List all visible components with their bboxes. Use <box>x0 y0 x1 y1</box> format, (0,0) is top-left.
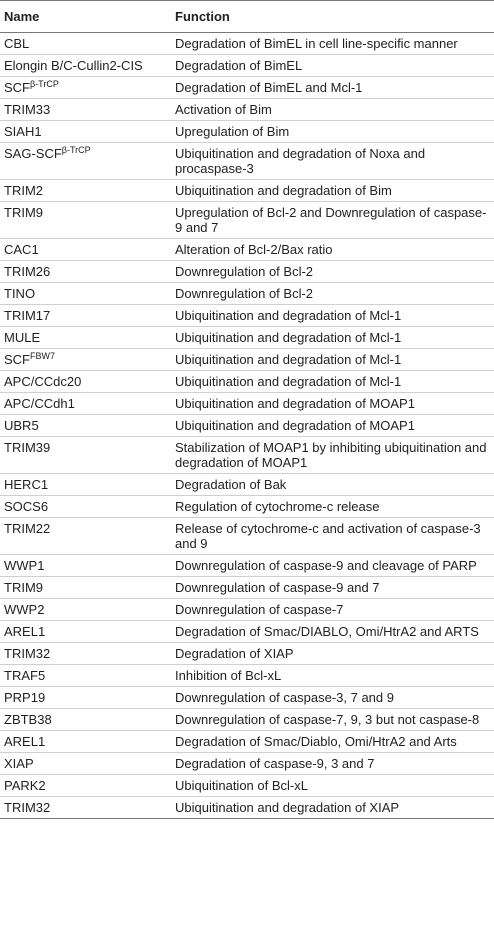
cell-name <box>0 180 173 202</box>
ligase-name: SIAH1 <box>4 124 42 139</box>
table-row <box>0 305 494 327</box>
table-row <box>0 202 494 239</box>
cell-name <box>0 474 173 496</box>
ligase-name: TRIM32 <box>4 646 51 661</box>
table-row <box>0 99 494 121</box>
cell-name <box>0 415 173 437</box>
cell-name <box>0 599 173 621</box>
table-row <box>0 33 494 55</box>
cell-function: Degradation of Bak <box>173 474 494 496</box>
table-row <box>0 665 494 687</box>
ligase-name: TRIM39 <box>4 440 51 455</box>
column-header-function: Function <box>173 1 494 33</box>
cell-name <box>0 518 173 555</box>
cell-name <box>0 555 173 577</box>
cell-name <box>0 665 173 687</box>
cell-function: Degradation of BimEL and Mcl-1 <box>173 77 494 99</box>
ligase-name: WWP1 <box>4 558 45 573</box>
cell-function: Ubiquitination and degradation of Mcl-1 <box>173 305 494 327</box>
table-row <box>0 349 494 371</box>
table-row <box>0 283 494 305</box>
ligase-name: AREL1 <box>4 624 46 639</box>
cell-name <box>0 327 173 349</box>
table-row <box>0 599 494 621</box>
ligase-name: HERC1 <box>4 477 49 492</box>
cell-function: Degradation of BimEL in cell line-specific manner <box>173 33 494 55</box>
table-row <box>0 77 494 99</box>
ligase-name: TRIM33 <box>4 102 51 117</box>
ligase-name: PARK2 <box>4 778 46 793</box>
cell-function: Inhibition of Bcl-xL <box>173 665 494 687</box>
table-row <box>0 621 494 643</box>
ligase-name: TRIM32 <box>4 800 51 815</box>
cell-name <box>0 55 173 77</box>
cell-name <box>0 731 173 753</box>
cell-function: Release of cytochrome-c and activation of caspase-3 and 9 <box>173 518 494 555</box>
cell-name <box>0 305 173 327</box>
table-row <box>0 753 494 775</box>
ligase-name: XIAP <box>4 756 34 771</box>
table-row <box>0 474 494 496</box>
table-row <box>0 437 494 474</box>
cell-name <box>0 496 173 518</box>
ligase-name: AREL1 <box>4 734 46 749</box>
cell-function: Downregulation of caspase-9 and cleavage of PARP <box>173 555 494 577</box>
ligase-name: TINO <box>4 286 36 301</box>
table-row <box>0 371 494 393</box>
cell-function: Degradation of Smac/DIABLO, Omi/HtrA2 and ARTS <box>173 621 494 643</box>
ligase-name: MULE <box>4 330 41 345</box>
table-row <box>0 143 494 180</box>
cell-name <box>0 775 173 797</box>
column-header-name: Name <box>0 1 173 33</box>
cell-name <box>0 77 173 99</box>
ligase-name-superscript: FBW7 <box>30 351 56 361</box>
ligase-name: TRAF5 <box>4 668 46 683</box>
cell-function: Activation of Bim <box>173 99 494 121</box>
table-row <box>0 643 494 665</box>
cell-name <box>0 349 173 371</box>
table-row <box>0 775 494 797</box>
table-row <box>0 518 494 555</box>
table-header-row <box>0 1 494 33</box>
cell-function: Ubiquitination of Bcl-xL <box>173 775 494 797</box>
cell-function: Alteration of Bcl-2/Bax ratio <box>173 239 494 261</box>
ligase-name: UBR5 <box>4 418 39 433</box>
cell-function: Downregulation of Bcl-2 <box>173 283 494 305</box>
cell-name <box>0 202 173 239</box>
cell-function: Downregulation of caspase-3, 7 and 9 <box>173 687 494 709</box>
table-row <box>0 555 494 577</box>
cell-name <box>0 577 173 599</box>
ligase-name: TRIM2 <box>4 183 43 198</box>
cell-name <box>0 621 173 643</box>
cell-name <box>0 239 173 261</box>
cell-function: Downregulation of caspase-7 <box>173 599 494 621</box>
table-row <box>0 180 494 202</box>
cell-function: Ubiquitination and degradation of Bim <box>173 180 494 202</box>
cell-name <box>0 143 173 180</box>
ligase-name-superscript: β-TrCP <box>30 79 59 89</box>
cell-name <box>0 99 173 121</box>
cell-function: Ubiquitination and degradation of MOAP1 <box>173 393 494 415</box>
cell-function: Upregulation of Bim <box>173 121 494 143</box>
ligase-name: TRIM26 <box>4 264 51 279</box>
cell-function: Stabilization of MOAP1 by inhibiting ubiquitination and degradation of MOAP1 <box>173 437 494 474</box>
table-row <box>0 415 494 437</box>
table-row <box>0 239 494 261</box>
cell-name <box>0 797 173 819</box>
cell-function: Upregulation of Bcl-2 and Downregulation of caspase-9 and 7 <box>173 202 494 239</box>
cell-function: Ubiquitination and degradation of Mcl-1 <box>173 371 494 393</box>
table-row <box>0 797 494 819</box>
cell-name <box>0 643 173 665</box>
cell-name <box>0 261 173 283</box>
ligase-name: SCF <box>4 352 30 367</box>
ligase-name: ZBTB38 <box>4 712 52 727</box>
ligase-name: CBL <box>4 36 30 51</box>
cell-function: Ubiquitination and degradation of Noxa and procaspase-3 <box>173 143 494 180</box>
cell-function: Downregulation of Bcl-2 <box>173 261 494 283</box>
table-body <box>0 33 494 819</box>
cell-name <box>0 283 173 305</box>
cell-name <box>0 709 173 731</box>
ligase-name: CAC1 <box>4 242 39 257</box>
cell-function: Ubiquitination and degradation of XIAP <box>173 797 494 819</box>
table-row <box>0 577 494 599</box>
cell-name <box>0 753 173 775</box>
table-row <box>0 121 494 143</box>
cell-function: Degradation of caspase-9, 3 and 7 <box>173 753 494 775</box>
ligase-name: TRIM22 <box>4 521 51 536</box>
cell-name <box>0 687 173 709</box>
table-row <box>0 327 494 349</box>
ligase-name: APC/CCdc20 <box>4 374 82 389</box>
ligase-name: SAG-SCF <box>4 146 62 161</box>
cell-function: Downregulation of caspase-7, 9, 3 but not caspase-8 <box>173 709 494 731</box>
ligase-name-superscript: β-TrCP <box>61 145 91 155</box>
cell-name <box>0 437 173 474</box>
ligase-name: TRIM9 <box>4 205 43 220</box>
ligase-name: TRIM9 <box>4 580 43 595</box>
ligase-name: WWP2 <box>4 602 45 617</box>
table-row <box>0 687 494 709</box>
cell-function: Ubiquitination and degradation of MOAP1 <box>173 415 494 437</box>
ligase-name: Elongin B/C-Cullin2-CIS <box>4 58 143 73</box>
cell-name <box>0 121 173 143</box>
cell-function: Regulation of cytochrome-c release <box>173 496 494 518</box>
ligase-name: TRIM17 <box>4 308 51 323</box>
table-row <box>0 731 494 753</box>
cell-function: Ubiquitination and degradation of Mcl-1 <box>173 327 494 349</box>
table-row <box>0 709 494 731</box>
cell-name <box>0 371 173 393</box>
cell-function: Downregulation of caspase-9 and 7 <box>173 577 494 599</box>
table-row <box>0 261 494 283</box>
cell-function: Degradation of BimEL <box>173 55 494 77</box>
cell-function: Degradation of Smac/Diablo, Omi/HtrA2 and Arts <box>173 731 494 753</box>
ligase-name: APC/CCdh1 <box>4 396 75 411</box>
cell-function: Ubiquitination and degradation of Mcl-1 <box>173 349 494 371</box>
table-row <box>0 393 494 415</box>
ligase-name: PRP19 <box>4 690 46 705</box>
cell-name <box>0 393 173 415</box>
ligase-name: SOCS6 <box>4 499 49 514</box>
cell-function: Degradation of XIAP <box>173 643 494 665</box>
cell-name <box>0 33 173 55</box>
table-row <box>0 55 494 77</box>
ligase-name: SCF <box>4 80 30 95</box>
table-row <box>0 496 494 518</box>
